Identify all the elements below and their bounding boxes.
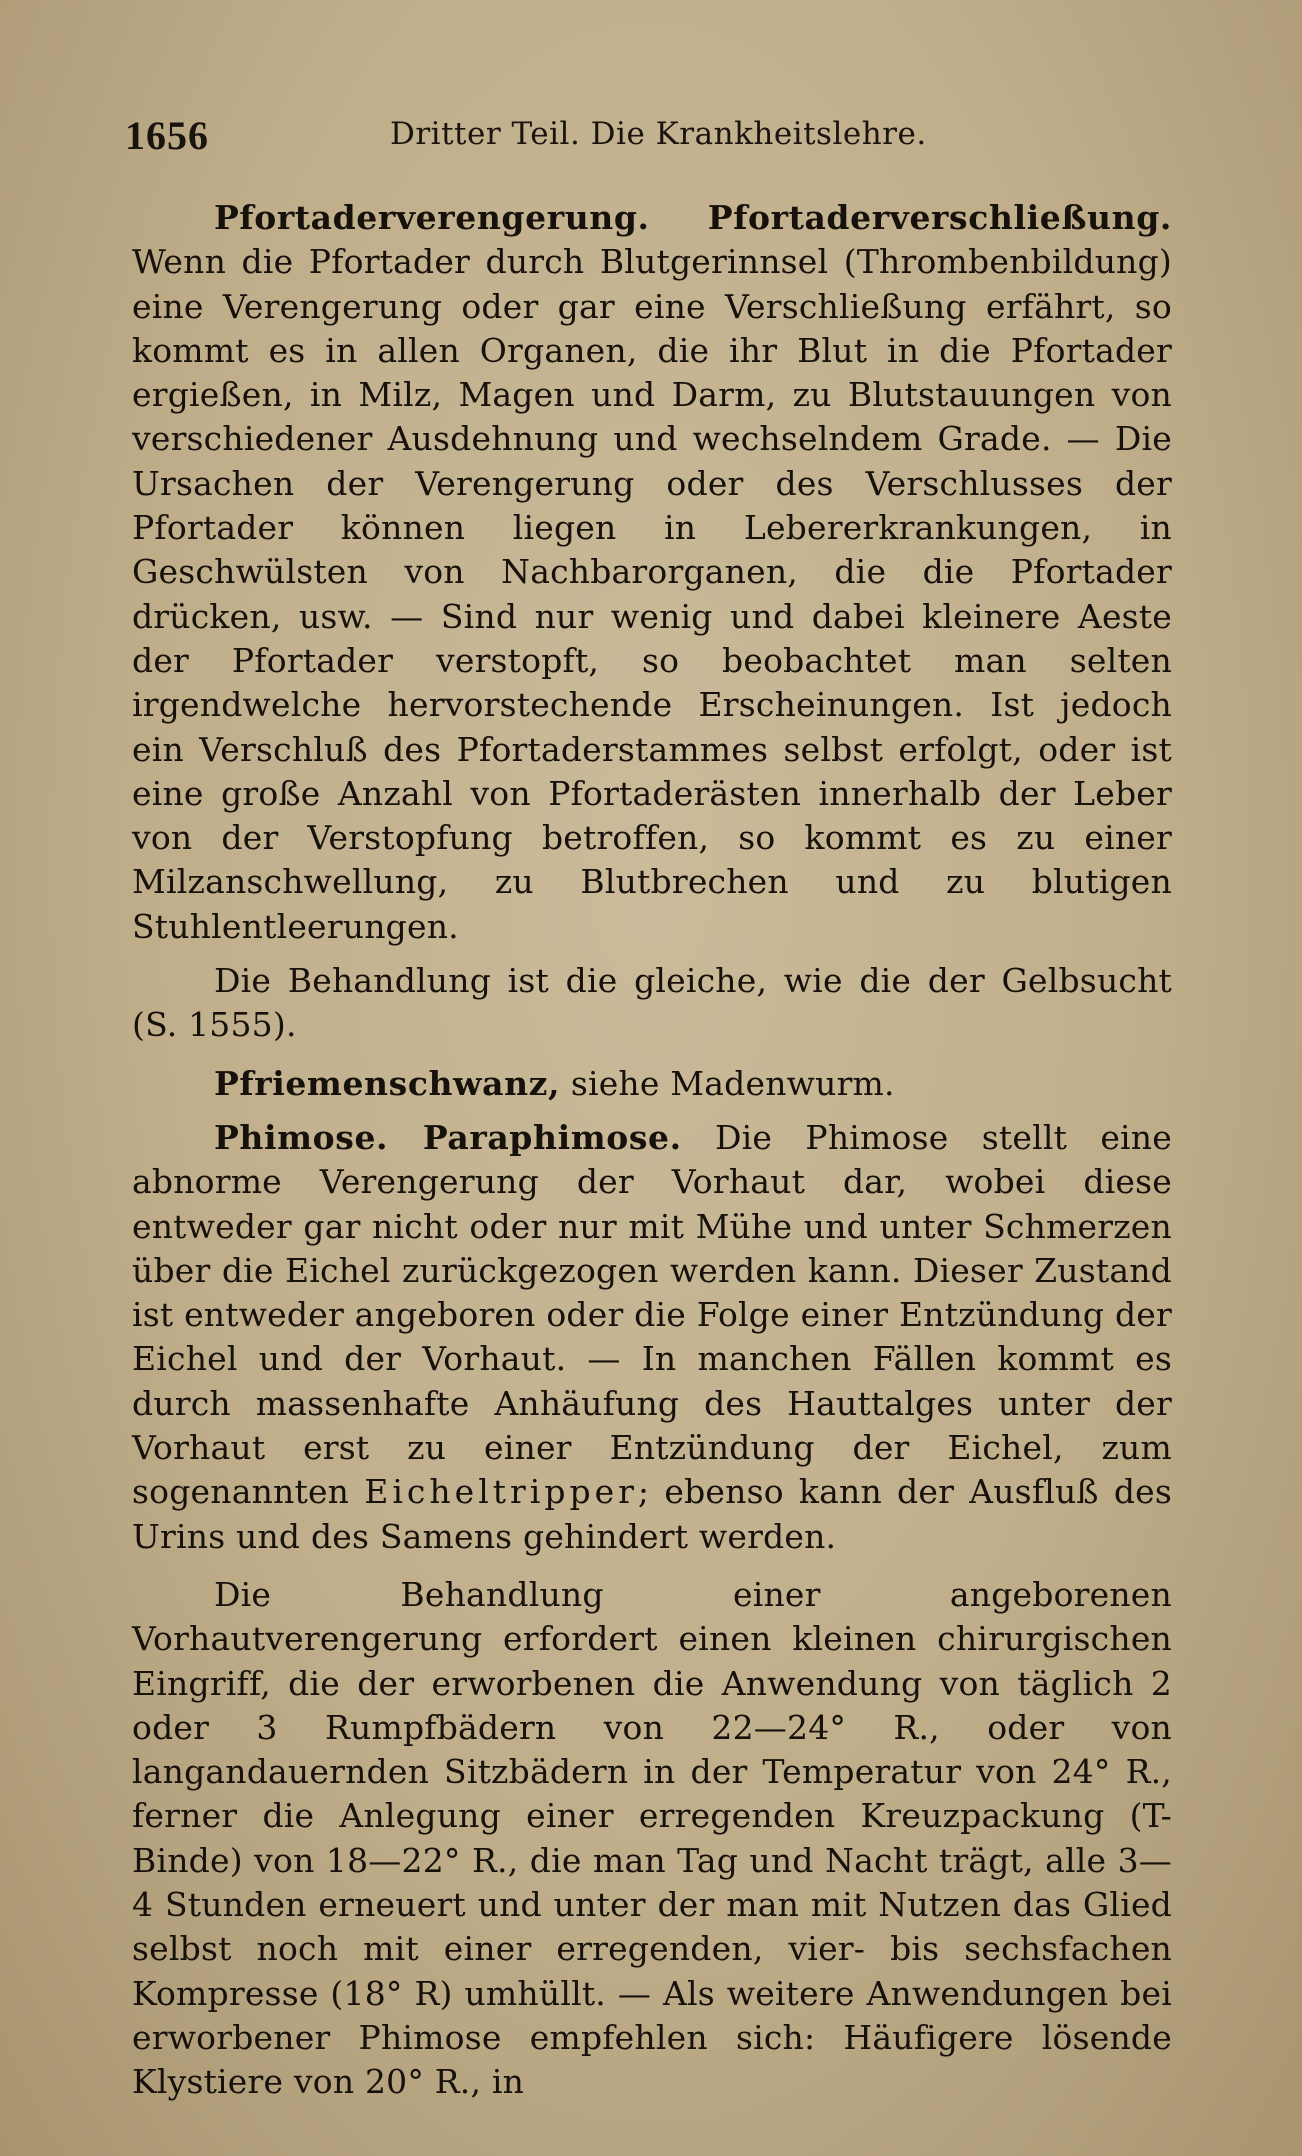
entry-term: Pfortaderverengerung. Pfortaderverschließung. <box>214 198 1172 237</box>
spaced-term: Eicheltripper <box>364 1472 638 1512</box>
entry-phimose <box>132 1116 1172 1559</box>
page-header <box>125 112 1175 172</box>
entry-pfortader-treatment <box>132 959 1172 1048</box>
treatment-text: Die Behandlung ist die gleiche, wie die der Gelbsucht (S. 1555). <box>132 961 1172 1045</box>
entry-term: Pfriemenschwanz, <box>214 1063 561 1103</box>
entry-phimose-treatment <box>132 1573 1172 2105</box>
treatment-text: Die Behandlung einer angeborenen Vorhautverengerung erfordert einen kleinen chirurgischen Eingriff, die der erworbenen die Anwendung von täglich 2 oder 3 Rumpfbädern von 22—24° R., oder von langandauernden Sitzbädern in der Temperatur von 24° R., ferner die Anlegung einer erregenden Kreuzpackung (T-Binde) von 18—22° R., die man Tag und Nacht trägt, alle 3—4 Stunden erneuert und unter der man mit Nutzen das Glied selbst noch mit einer erregenden, vier- bis sechsfachen Kompresse (18° R) umhüllt. — Als weitere Anwendungen bei erworbener Phimose empfehlen sich: Häufigere lösende Klystiere von 20° R., in <box>132 1574 1172 2102</box>
entry-term: Phimose. Paraphimose. <box>214 1117 682 1157</box>
running-head: Dritter Teil. Die Krankheitslehre. <box>390 116 927 152</box>
page-number: 1656 <box>125 113 209 158</box>
entry-pfortader <box>132 196 1172 949</box>
entry-text-continued: ; ebenso kann der Ausfluß des Urins und des Samens gehindert werden. <box>132 1472 1173 1556</box>
page-body <box>132 196 1172 2104</box>
entry-text: Die Phimose stellt eine abnorme Verengerung der Vorhaut dar, wobei diese entweder gar nicht oder nur mit Mühe und unter Schmerzen über die Eichel zurückgezogen werden kann. Dieser Zustand ist entweder angeboren oder die Folge einer Entzündung der Eichel und der Vorhaut. — In manchen Fällen kommt es durch massenhafte Anhäufung des Hauttalges unter der Vorhaut erst zu einer Entzündung der Eichel, zum sogenannten <box>132 1117 1172 1512</box>
entry-text: siehe Madenwurm. <box>560 1063 895 1103</box>
entry-pfriemenschwanz <box>132 1062 1172 1106</box>
entry-text: Wenn die Pfortader durch Blutgerinnsel (Thrombenbildung) eine Verengerung oder gar eine Verschließung erfährt, so kommt es in allen Organen, die ihr Blut in die Pfortader ergießen, in Milz, Magen und Darm, zu Blutstauungen von verschiedener Ausdehnung und wechselndem Grade. — Die Ursachen der Verengerung oder des Verschlusses der Pfortader können liegen in Lebererkrankungen, in Geschwülsten von Nachbarorganen, die die Pfortader drücken, usw. — Sind nur wenig und dabei kleinere Aeste der Pfortader verstopft, so beobachtet man selten irgendwelche hervorstechende Erscheinungen. Ist jedoch ein Verschluß des Pfortaderstammes selbst erfolgt, oder ist eine große Anzahl von Pfortaderästen innerhalb der Leber von der Verstopfung betroffen, so kommt es zu einer Milzanschwellung, zu Blutbrechen und zu blutigen Stuhlentleerungen. <box>132 242 1172 946</box>
